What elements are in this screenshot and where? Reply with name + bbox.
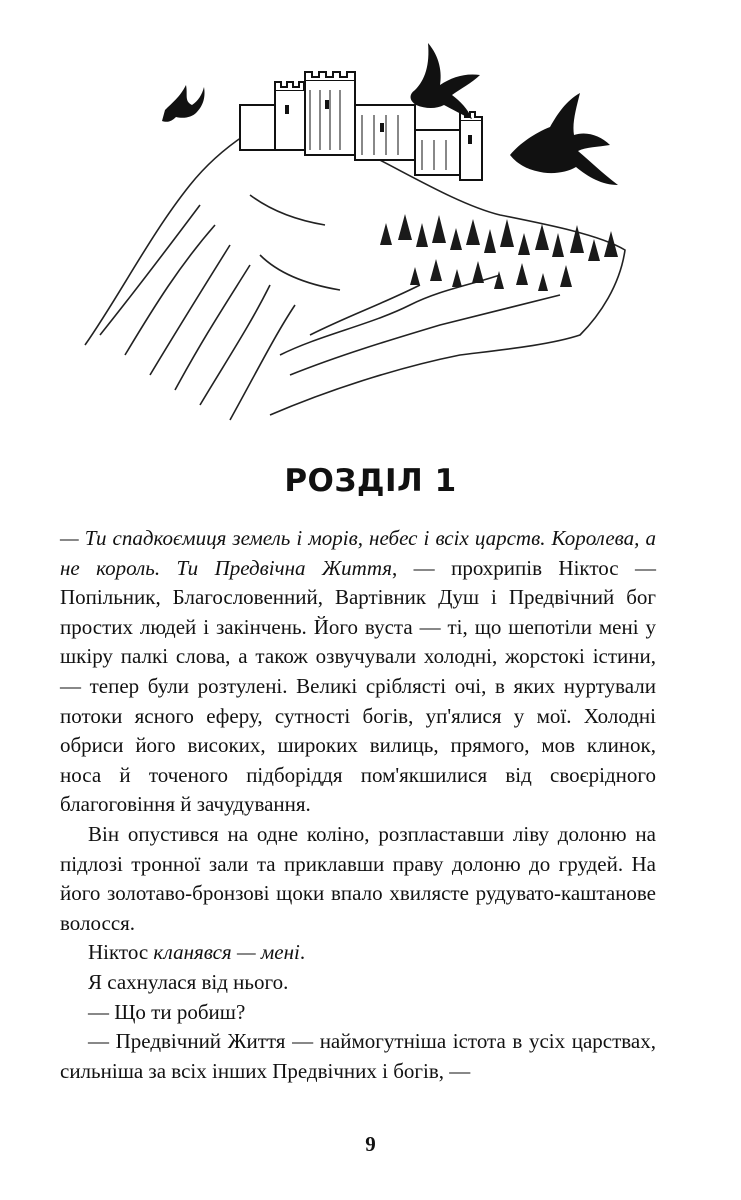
dragon-right-icon [510, 93, 618, 185]
paragraph-text: , — прохрипів Ніктос — Попільник, Благословенний, Вартівник Душ і Предвічний бог простих людей і закінчень. Його вуста — ті, що шепотіли мені у шкіру палкі слова, а також озвучували холодні, жорстокі істини, — тепер були розтулені. Великі сріблясті очі, в яких нуртували потоки ясного еферу, сутності богів, уп'ялися у мої. Холодні обриси його високих, широких вилиць, прямого, мов клинок, носа й точеного підборіддя пом'якшилися від своєрідного благоговіння й зачудування. [60, 555, 656, 817]
body-text [60, 524, 656, 1086]
dragon-center-icon [411, 43, 480, 119]
paragraph-6: — Предвічний Життя — наймогутніша істота в усіх царствах, сильніша за всіх інших Предвічних і богів, — [60, 1029, 656, 1083]
cliff-icon [85, 130, 625, 420]
italic-word: кланявся [153, 940, 232, 965]
paragraph-5: — Що ти робиш? [88, 999, 246, 1024]
castle-illustration [80, 35, 640, 425]
paragraph-1 [60, 524, 656, 820]
paragraph-text: Ніктос [88, 940, 154, 965]
paragraph-2: Він опустився на одне коліно, розпластавши ліву долоню на підлозі тронної зали та приклавши праву долоню до грудей. На його золотаво-бронзові щоки впало хвилясте рудувато-каштанове волосся. [60, 821, 656, 935]
italic-dash: — [231, 940, 261, 965]
trees-icon [380, 214, 618, 291]
italic-word: мені [260, 940, 300, 965]
chapter-title: РОЗДІЛ 1 [284, 463, 457, 499]
paragraph-3 [60, 938, 656, 968]
italic-speech: — Ти спадкоємиця земель і морів, небес і всіх царств. Королева, а не король. Ти Предвічна Життя [60, 526, 656, 580]
paragraph-4: Я сахнулася від нього. [88, 969, 289, 994]
paragraph-text: . [299, 940, 306, 965]
dragon-left-icon [162, 85, 205, 122]
page-number: 9 [365, 1132, 376, 1156]
